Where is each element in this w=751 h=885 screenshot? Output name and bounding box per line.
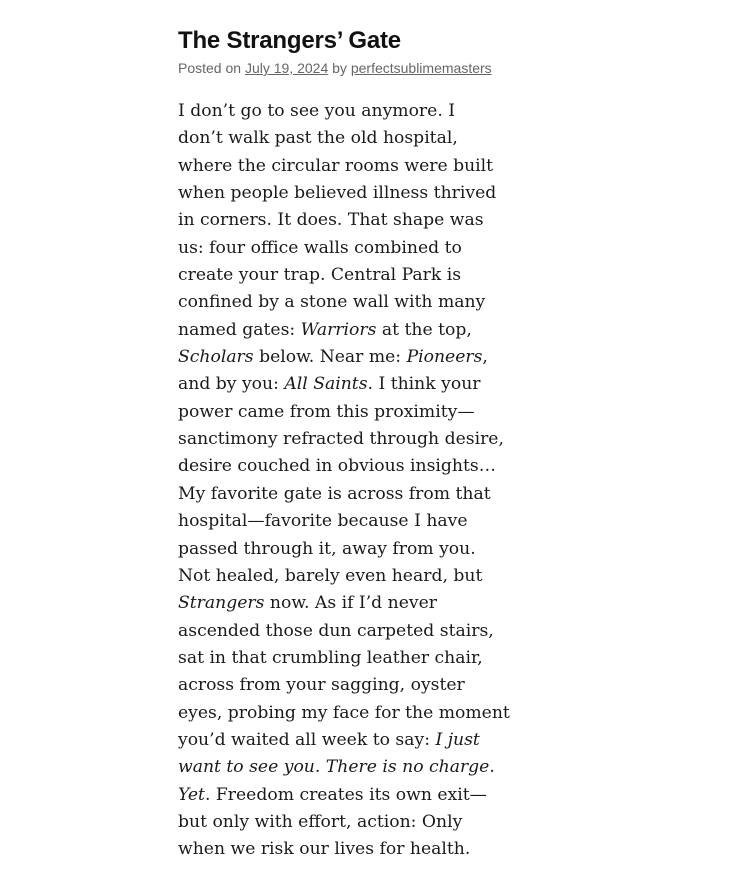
post-date-link[interactable]: July 19, 2024 bbox=[244, 60, 329, 76]
poem-line: hospital—favorite because I have bbox=[178, 511, 468, 532]
poem-line: power came from this proximity— bbox=[178, 401, 475, 422]
poem-line: when people believed illness thrived bbox=[178, 183, 497, 204]
poem-line bbox=[178, 754, 508, 781]
by-label: by bbox=[332, 60, 347, 76]
poem-line: in corners. It does. That shape was bbox=[178, 210, 484, 231]
poem-line: passed through it, away from you. bbox=[178, 538, 476, 559]
poem-text: , bbox=[482, 347, 488, 368]
poem-text: below. Near me: bbox=[253, 347, 407, 368]
poem-line: sat in that crumbling leather chair, bbox=[178, 647, 483, 668]
poem-text: you’d waited all week to say: bbox=[178, 729, 436, 750]
poem-line: confined by a stone wall with many bbox=[178, 292, 486, 313]
poem-line: across from your sagging, oyster bbox=[178, 675, 465, 696]
poem-line: My favorite gate is across from that bbox=[178, 483, 491, 504]
poem-text: and by you: bbox=[178, 374, 285, 395]
poem-body bbox=[178, 98, 508, 864]
post-meta bbox=[178, 59, 508, 77]
poem-italic-quote: I just bbox=[435, 729, 480, 750]
poem-line: ascended those dun carpeted stairs, bbox=[178, 620, 494, 641]
poem-line bbox=[178, 782, 508, 809]
poem-line: I don’t go to see you anymore. I bbox=[178, 101, 456, 121]
poem-line: when we risk our lives for health. bbox=[178, 839, 471, 860]
poem-text: . Freedom creates its own exit— bbox=[204, 784, 487, 805]
poem-italic-quote: Yet bbox=[178, 784, 205, 805]
gate-name-pioneers: Pioneers bbox=[406, 347, 483, 368]
poem-text: . I think your bbox=[367, 374, 481, 395]
poem-line: sanctimony refracted through desire, bbox=[178, 429, 504, 450]
poem-line bbox=[178, 344, 508, 371]
poem-line: don’t walk past the old hospital, bbox=[178, 128, 458, 149]
poem-text: now. As if I’d never bbox=[264, 593, 437, 614]
poem-line bbox=[178, 590, 508, 617]
poem-line: create your trap. Central Park is bbox=[178, 265, 462, 286]
poem-italic-quote: want to see you. There is no charge. bbox=[178, 757, 495, 778]
blog-post bbox=[178, 26, 508, 864]
poem-line: desire couched in obvious insights… bbox=[178, 456, 496, 477]
post-title: The Strangers’ Gate bbox=[178, 27, 401, 54]
poem-line bbox=[178, 317, 508, 344]
gate-name-warriors: Warriors bbox=[300, 319, 377, 340]
gate-name-strangers: Strangers bbox=[178, 593, 265, 614]
posted-on-label: Posted on bbox=[178, 60, 242, 76]
poem-text: at the top, bbox=[376, 319, 472, 340]
poem-line: eyes, probing my face for the moment bbox=[178, 702, 510, 723]
poem-line: us: four office walls combined to bbox=[178, 237, 462, 258]
gate-name-scholars: Scholars bbox=[178, 347, 254, 368]
gate-name-all-saints: All Saints bbox=[284, 374, 368, 395]
poem-line bbox=[178, 371, 508, 398]
poem-line: where the circular rooms were built bbox=[178, 155, 494, 176]
poem-line: but only with effort, action: Only bbox=[178, 811, 463, 832]
poem-line: Not healed, barely even heard, but bbox=[178, 565, 483, 586]
poem-text: named gates: bbox=[178, 319, 301, 340]
author-link[interactable]: perfectsublimemasters bbox=[350, 60, 492, 76]
poem-line bbox=[178, 727, 508, 754]
